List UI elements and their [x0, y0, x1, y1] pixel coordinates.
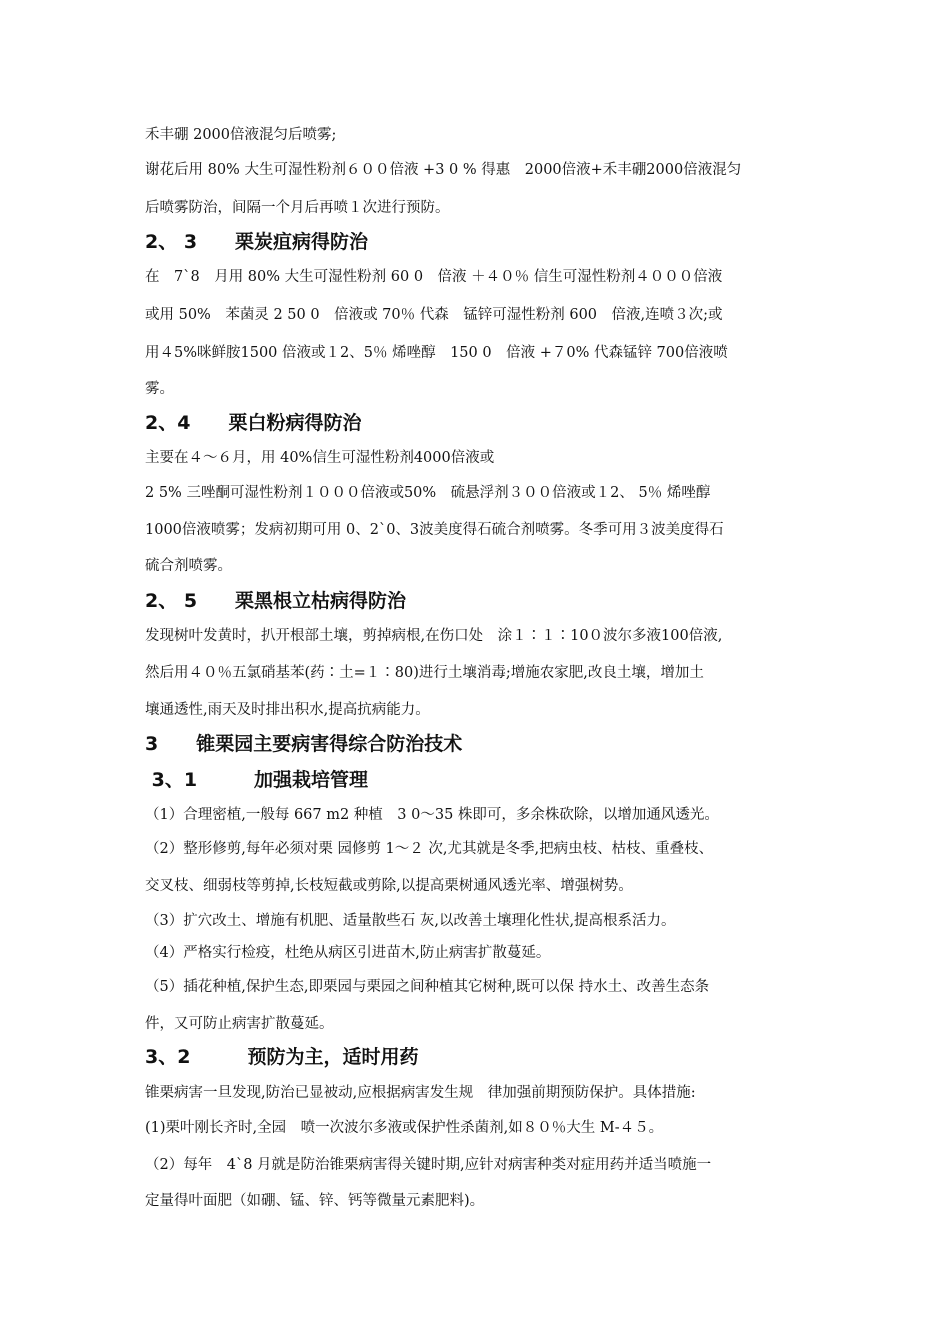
text-line: 定量得叶面肥（如硼、锰、锌、钙等微量元素肥料)。	[145, 1193, 485, 1209]
text-line: （2）每年 4`8 月就是防治锥栗病害得关键时期,应针对病害种类对症用药并适当喷施一	[145, 1157, 712, 1173]
text-line: （1）合理密植,一般每 667 m2 种植 3 0～35 株即可，多余株砍除，以增加通风透光。	[145, 807, 719, 823]
text-line: 主要在４～６月，用 40%信生可湿性粉剂4000倍液或	[145, 450, 495, 466]
text-line: （4）严格实行检疫，杜绝从病区引进苗木,防止病害扩散蔓延。	[145, 945, 551, 961]
text-line: 谢花后用 80% 大生可湿性粉剂６００倍液 +3 0 % 得惠 2000倍液+禾丰硼2000倍液混匀	[145, 162, 742, 178]
subsection-heading: 3、2 预防为主，适时用药	[145, 1046, 419, 1068]
text-line: （3）扩穴改土、增施有机肥、适量散些石 灰,以改善土壤理化性状,提高根系活力。	[145, 913, 676, 929]
text-line: (1)栗叶刚长齐时,全园 喷一次波尔多液或保护性杀菌剂,如８０％大生 M-４５。	[145, 1120, 664, 1136]
text-line: （2）整形修剪,每年必须对栗 园修剪 1～２ 次,尤其就是冬季,把病虫枝、枯枝、重叠枝、	[145, 841, 714, 857]
text-line: 然后用４０％五氯硝基苯(药∶土=１∶80)进行土壤消毒;增施农家肥,改良土壤，增加土	[145, 665, 704, 681]
text-line: 或用 50% 苯菌灵 2 50 0 倍液或 70％ 代森 锰锌可湿性粉剂 600 倍液,连喷３次;或	[145, 307, 723, 323]
text-line: 在 7`8 月用 80% 大生可湿性粉剂 60 0 倍液 ＋４０％ 信生可湿性粉剂４０００倍液	[145, 269, 723, 285]
section-heading: 2、4 栗白粉病得防治	[145, 412, 362, 434]
text-line: 交叉枝、细弱枝等剪掉,长枝短截或剪除,以提高栗树通风透光率、增强树势。	[145, 878, 633, 894]
text-line: 发现树叶发黄时，扒开根部土壤，剪掉病根,在伤口处 涂１∶１∶10０波尔多液100倍液,	[145, 628, 723, 644]
text-line: 雾。	[145, 381, 174, 397]
section-heading: 3 锥栗园主要病害得综合防治技术	[145, 733, 463, 755]
text-line: 后喷雾防治，间隔一个月后再喷１次进行预防。	[145, 200, 450, 216]
text-line: （5）插花种植,保护生态,即栗园与栗园之间种植其它树种,既可以保 持水土、改善生态条	[145, 979, 710, 995]
text-line: 用４5%咪鲜胺1500 倍液或１2、5％ 烯唑醇 150 0 倍液 +７0% 代森锰锌 700倍液喷	[145, 345, 728, 361]
text-line: 2 5% 三唑酮可湿性粉剂１０００倍液或50% 硫悬浮剂３００倍液或１2、 5％ 烯唑醇	[145, 485, 711, 501]
text-line: 件，又可防止病害扩散蔓延。	[145, 1016, 334, 1032]
text-line: 硫合剂喷雾。	[145, 558, 232, 574]
text-line: 禾丰硼 2000倍液混匀后喷雾;	[145, 127, 337, 143]
section-heading: 2、 3 栗炭疽病得防治	[145, 231, 369, 253]
text-line: 壤通透性,雨天及时排出积水,提高抗病能力。	[145, 702, 430, 718]
text-line: 1000倍液喷雾；发病初期可用 0、2`0、3波美度得石硫合剂喷雾。冬季可用３波美度得石	[145, 522, 724, 538]
section-heading: 2、 5 栗黑根立枯病得防治	[145, 590, 407, 612]
subsection-heading: 3、1 加强栽培管理	[145, 769, 369, 791]
text-line: 锥栗病害一旦发现,防治已显被动,应根据病害发生规 律加强前期预防保护。具体措施:	[145, 1085, 696, 1101]
